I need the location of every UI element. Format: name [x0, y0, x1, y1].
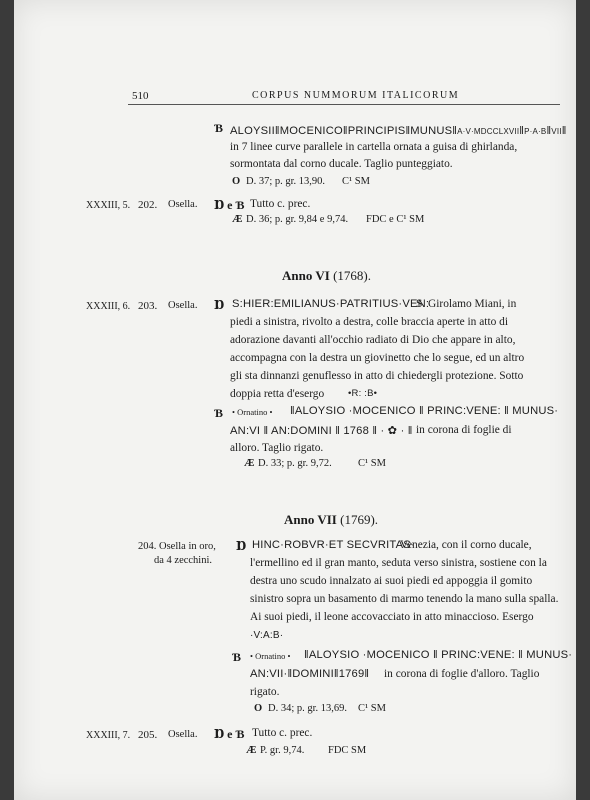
obverse-legend: HINC·ROBVR·ET SECVRITAS· [252, 539, 415, 551]
description-line: alloro. Taglio rigato. [230, 442, 324, 454]
entry-number: 204. Osella in oro, [138, 541, 216, 552]
metal-mark: Æ [232, 214, 243, 225]
running-title: CORPUS NUMMORUM ITALICORUM [252, 90, 460, 101]
description-line: Tutto c. prec. [250, 198, 311, 210]
plate-reference: XXXIII, 6. [86, 301, 131, 312]
coin-type: da 4 zecchini. [154, 555, 213, 566]
metal-mark: O [232, 176, 241, 187]
sides-symbol: Ɒ e Ɓ [214, 198, 245, 212]
coin-type: Osella. [168, 199, 198, 210]
reverse-symbol: Ɓ [232, 650, 242, 664]
page-number: 510 [132, 90, 149, 102]
reverse-legend: ‖ALOYSIO ·MOCENICO ‖ PRINC:VENE: ‖ MUNUS· [304, 649, 573, 661]
weight-info: D. 33; p. gr. 9,72. [258, 458, 332, 469]
collection-info: C¹ SM [342, 176, 370, 187]
description-line: gli sta dinnanzi genuflesso in atto di chiedergli protezione. Sotto [230, 370, 524, 382]
section-heading: Anno VII (1769). [284, 512, 379, 527]
description-line: in corona di foglie di [416, 424, 512, 436]
description-line: in 7 linee curve parallele in cartella ornata a guisa di ghirlanda, [230, 141, 518, 153]
description-line: sormontata dal corno ducale. Taglio punteggiato. [230, 158, 453, 170]
ornament-label: • Ornatino • [250, 651, 291, 661]
obverse-symbol: Ɒ [236, 539, 247, 553]
description-line: l'ermellino ed il gran manto, seduta verso sinistra, sostiene con la [250, 557, 547, 569]
entry-number: 205. [138, 729, 158, 741]
obverse-symbol: Ɒ [214, 298, 225, 312]
coin-type: Osella. [168, 300, 198, 311]
description-line: Tutto c. prec. [252, 727, 313, 739]
metal-mark: Æ [244, 458, 255, 469]
obverse-legend: S:HIER:EMILIANUS·PATRITIUS·VEN: [232, 298, 430, 310]
reverse-legend: ALOYSII‖MOCENICO‖PRINCIPIS‖MUNUS‖A·V·MDCCLXVII‖P·A·B‖VII‖ [230, 125, 567, 137]
description-line: rigato. [250, 686, 280, 698]
header-rule [128, 104, 560, 105]
description-line: destra uno scudo innalzato ai suoi piedi ed appoggia il gomito [250, 575, 533, 587]
weight-info: D. 34; p. gr. 13,69. [268, 703, 348, 714]
description-line: piedi a sinistra, rivolto a destra, colle braccia aperte in atto di [230, 316, 509, 328]
reverse-legend: AN:VI ‖ AN:DOMINI ‖ 1768 ‖ · ✿ · ‖ [230, 425, 413, 437]
entry-number: 202. [138, 199, 158, 211]
reverse-symbol: Ɓ [214, 406, 224, 420]
description-line: Ai suoi piedi, il leone accovacciato in atto minaccioso. Esergo [250, 611, 534, 623]
exergue-legend: ·V:A:B· [250, 630, 284, 641]
description-line: doppia retta d'esergo [230, 388, 325, 400]
collection-info: FDC e C¹ SM [366, 214, 425, 225]
reverse-legend: AN:VII·‖DOMINI‖1769‖ [250, 668, 370, 680]
weight-info: D. 36; p. gr. 9,84 e 9,74. [246, 214, 349, 225]
collection-info: C¹ SM [358, 703, 386, 714]
entry-number: 203. [138, 300, 158, 312]
weight-info: D. 37; p. gr. 13,90. [246, 176, 326, 187]
section-heading: Anno VI (1768). [282, 268, 371, 283]
plate-reference: XXXIII, 5. [86, 200, 131, 211]
metal-mark: Æ [246, 745, 257, 756]
reverse-symbol: Ɓ [214, 121, 224, 135]
collection-info: C¹ SM [358, 458, 386, 469]
sides-symbol: Ɒ e Ɓ [214, 727, 245, 741]
collection-info: FDC SM [328, 745, 367, 756]
description-line: adorazione davanti all'occhio radiato di Dio che appare in alto, [230, 334, 516, 346]
description-line: sinistro sopra un basamento di marmo tenendo la mano sulla spalla. [250, 593, 559, 605]
exergue-legend: •R: :B• [348, 388, 378, 399]
coin-type: Osella. [168, 729, 198, 740]
description-line: in corona di foglie d'alloro. Taglio [384, 668, 540, 680]
ornament-label: • Ornatino • [232, 407, 273, 417]
reverse-legend: ‖ALOYSIO ·MOCENICO ‖ PRINC:VENE: ‖ MUNUS· [290, 405, 559, 417]
plate-reference: XXXIII, 7. [86, 730, 131, 741]
weight-info: P. gr. 9,74. [260, 745, 305, 756]
metal-mark: O [254, 703, 263, 714]
description-line: S. Girolamo Miani, in [416, 298, 517, 310]
description-line: Venezia, con il corno ducale, [400, 539, 532, 551]
document-page [14, 0, 576, 800]
description-line: accompagna con la destra un giovinetto che lo segue, ed un altro [230, 352, 525, 364]
